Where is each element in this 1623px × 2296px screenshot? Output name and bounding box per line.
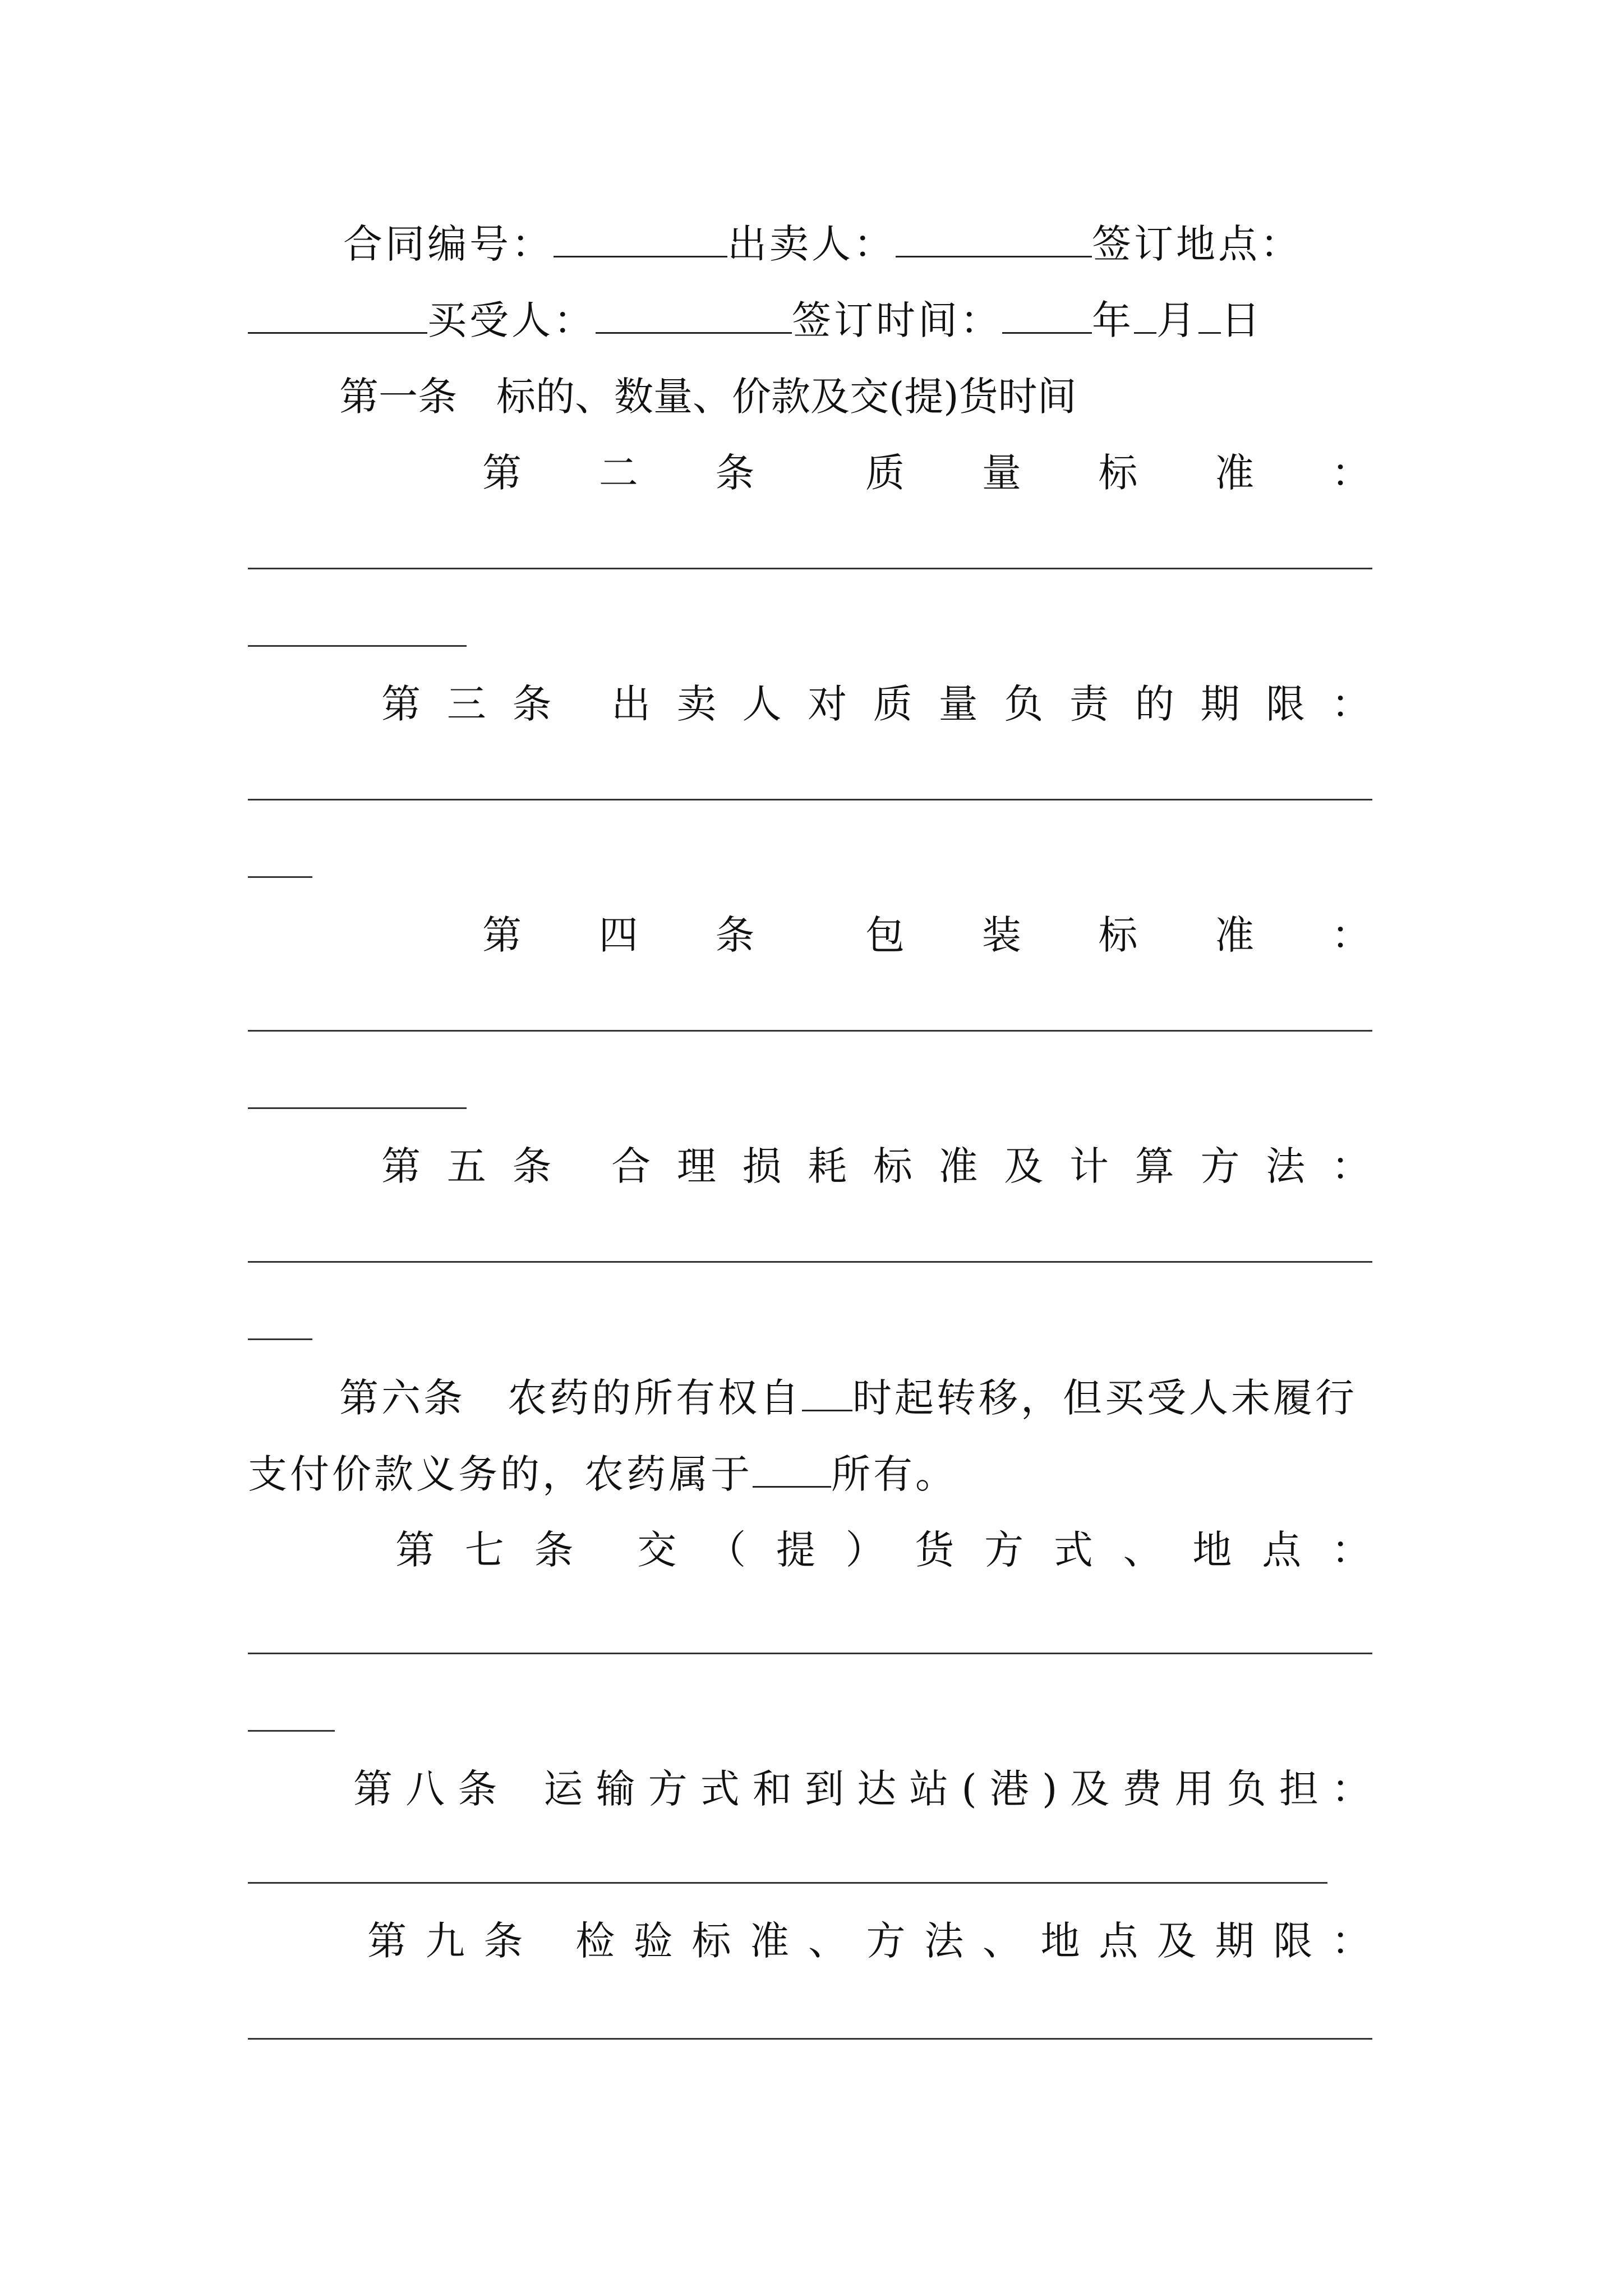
- header-line-2: [248, 292, 1263, 348]
- place-label: 签订地点：: [1092, 221, 1302, 267]
- contract-no-field[interactable]: [554, 215, 727, 257]
- clause-7-fill-line-2[interactable]: [248, 1730, 335, 1732]
- clause-3-fill-line-1[interactable]: [248, 799, 1372, 800]
- ownership-transfer-field[interactable]: [802, 1369, 852, 1411]
- clause-8-fill-line[interactable]: [248, 1882, 1327, 1884]
- clause-2-fill-line-2[interactable]: [248, 645, 467, 647]
- buyer-field[interactable]: [596, 292, 792, 334]
- clause-2: 第 二 条 质 量 标 准 ：: [482, 450, 1371, 496]
- seller-field[interactable]: [896, 215, 1092, 257]
- day-label: 日: [1221, 297, 1263, 343]
- year-field[interactable]: [1002, 292, 1092, 334]
- seller-label: 出卖人：: [727, 221, 896, 267]
- clause-9: 第 九 条 检 验 标 准 、 方 法 、 地 点 及 期 限 ：: [367, 1918, 1371, 1964]
- clause-1: 第一条 标的、数量、价款及交(提)货时间: [339, 374, 1077, 420]
- clause-5: 第 五 条 合 理 损 耗 标 准 及 计 算 方 法 ：: [381, 1143, 1371, 1189]
- clause-5-fill-line-1[interactable]: [248, 1261, 1372, 1263]
- year-label: 年: [1092, 297, 1134, 343]
- clause-6-line-2: 支付价款义务的，农药属于 所有。: [248, 1446, 957, 1502]
- clause-4-fill-line-1[interactable]: [248, 1030, 1372, 1032]
- contract-no-label: 合同编号：: [343, 221, 554, 267]
- clause-7-fill-line-1[interactable]: [248, 1653, 1372, 1654]
- month-field[interactable]: [1134, 292, 1156, 334]
- clause-4: 第 四 条 包 装 标 准 ：: [482, 912, 1371, 958]
- header-line-1: [343, 215, 1302, 272]
- buyer-label: 买受人：: [427, 297, 596, 343]
- clause-2-fill-line-1[interactable]: [248, 568, 1372, 569]
- ownership-holder-field[interactable]: [753, 1446, 831, 1488]
- clause-3: 第 三 条 出 卖 人 对 质 量 负 责 的 期 限 ：: [381, 681, 1371, 727]
- place-field[interactable]: [248, 292, 427, 334]
- clause-7: 第 七 条 交 （ 提 ） 货 方 式 、 地 点 ：: [395, 1527, 1371, 1573]
- month-label: 月: [1156, 297, 1198, 343]
- time-label: 签订时间：: [792, 297, 1002, 343]
- day-field[interactable]: [1198, 292, 1221, 334]
- clause-8: 第 八 条 运 输 方 式 和 到 达 站 ( 港 ) 及 费 用 负 担 ：: [353, 1766, 1371, 1812]
- clause-3-fill-line-2[interactable]: [248, 876, 312, 878]
- clause-6-line-1: 第六条 农药的所有权自 时起转移，但买受人未履行: [339, 1369, 1357, 1426]
- clause-5-fill-line-2[interactable]: [248, 1338, 312, 1340]
- clause-4-fill-line-2[interactable]: [248, 1107, 467, 1109]
- clause-9-fill-line[interactable]: [248, 2038, 1372, 2040]
